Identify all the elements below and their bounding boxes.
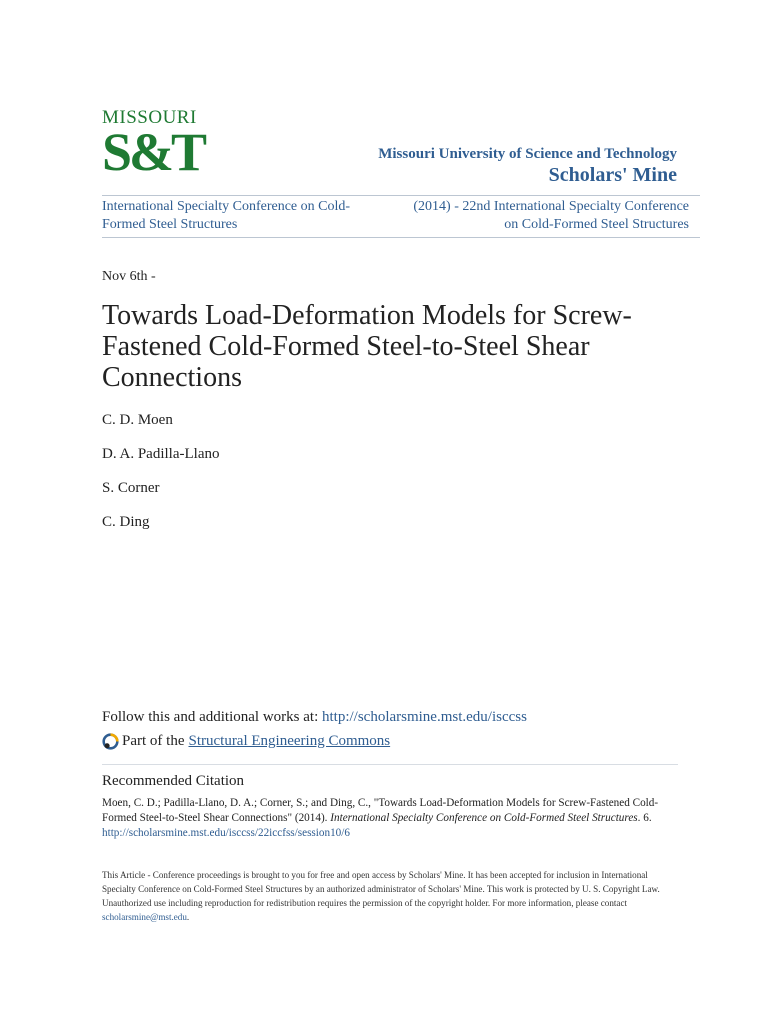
logo-big-text: S&T — [102, 122, 205, 182]
collection-link-left[interactable]: International Specialty Conference on Cold-Formed Steel Structures — [102, 199, 351, 232]
notice-text: This Article - Conference proceedings is brought to you for free and open access by Scholars' Mine. It has been accepted for inclusion in International Specialty Conference on Cold-Formed Steel Structures by an authorized administrator of Scholars' Mine. This work is protected by U. S. Copyright Law. Unauthorized use including reproduction for redistribution requires the permission of the copyright holder. For more information, please contact — [102, 870, 660, 908]
author-name: S. Corner — [102, 480, 160, 496]
citation-heading: Recommended Citation — [102, 773, 245, 789]
author-name: C. Ding — [102, 514, 150, 530]
article-title: Towards Load-Deformation Models for Screw-Fastened Cold-Formed Steel-to-Steel Shear Connections — [102, 300, 632, 393]
article-date: Nov 6th - — [102, 269, 156, 284]
contact-email-link[interactable]: scholarsmine@mst.edu — [102, 912, 187, 922]
citation-text — [102, 796, 662, 841]
citation-end: . 6. — [637, 812, 652, 824]
header-divider-top — [102, 195, 700, 196]
university-logo — [102, 107, 205, 182]
notice-end: . — [186, 912, 190, 922]
part-of-label: Part of the — [122, 733, 185, 749]
institution-block — [378, 146, 677, 188]
access-notice — [102, 868, 672, 924]
follow-label: Follow this and additional works at: — [102, 709, 319, 725]
header-divider-bottom — [102, 237, 700, 238]
citation-plain: Moen, C. D.; Padilla-Llano, D. A.; Corner, S.; and Ding, C., "Towards Load-Deformation Models for Screw-Fastened Cold-Formed Steel-to-Steel Shear Connections" (2014). — [102, 797, 659, 824]
citation-venue: International Specialty Conference on Cold-Formed Steel Structures — [330, 812, 638, 824]
author-list — [102, 410, 219, 546]
citation-url-link[interactable]: http://scholarsmine.mst.edu/isccss/22iccfss/session10/6 — [102, 827, 350, 839]
part-of-line — [102, 731, 390, 751]
follow-line — [102, 707, 527, 727]
logo-top-text: MISSOURI — [102, 107, 197, 128]
citation-divider — [102, 764, 678, 765]
repository-url-link[interactable]: http://scholarsmine.mst.edu/isccss — [321, 709, 527, 725]
commons-network-icon — [102, 733, 119, 750]
author-name: C. D. Moen — [102, 412, 173, 428]
collection-link-right[interactable]: (2014) - 22nd International Specialty Conference on Cold-Formed Steel Structures — [413, 199, 689, 232]
institution-name[interactable]: Missouri University of Science and Technology — [378, 146, 677, 162]
repository-name[interactable]: Scholars' Mine — [548, 164, 677, 186]
author-name: D. A. Padilla-Llano — [102, 446, 220, 462]
commons-link[interactable]: Structural Engineering Commons — [188, 733, 391, 749]
